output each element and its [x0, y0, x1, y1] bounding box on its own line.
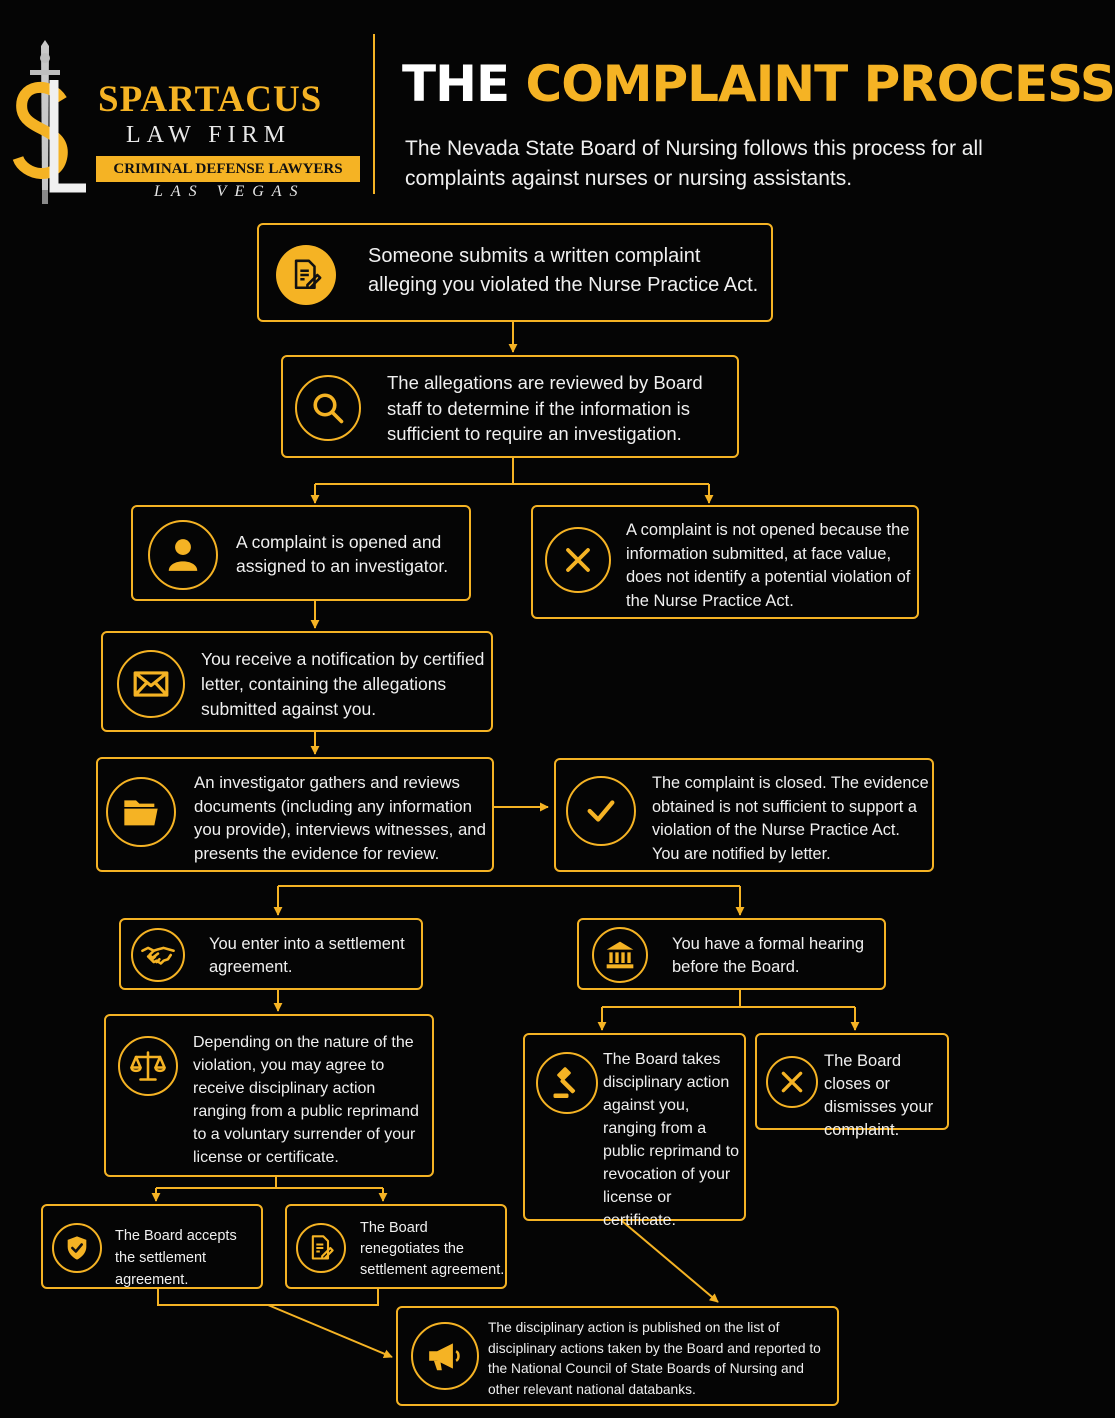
step-settlement-agreement [119, 918, 423, 990]
person-icon [148, 520, 218, 590]
step-text: A complaint is not opened because the information submitted, at face value, does not identify a potential violation of the Nurse Practice Act. [626, 521, 911, 610]
step-board-disciplinary-action [523, 1033, 746, 1229]
check-icon [566, 776, 636, 846]
step-text: The Board closes or dismisses your complaint. [824, 1052, 934, 1139]
step-complaint-not-opened [531, 505, 919, 619]
intro-text: The Nevada State Board of Nursing follows this process for all complaints against nurses or nursing assistants. [405, 137, 983, 190]
step-board-dismisses [755, 1033, 949, 1139]
step-text: Someone submits a written complaint alleging you violated the Nurse Practice Act. [368, 245, 759, 296]
x-icon [545, 527, 611, 593]
document-pen-icon [296, 1223, 346, 1273]
scales-icon [118, 1036, 178, 1096]
folder-icon [106, 777, 176, 847]
step-action-published [396, 1306, 839, 1406]
step-review-allegations [281, 355, 739, 458]
document-pen-icon [276, 245, 336, 305]
step-text: The disciplinary action is published on the list of disciplinary actions taken by the Board and reported to the National Council of State Boards of Nursing and other relevant national databanks. [488, 1320, 821, 1397]
step-text: A complaint is opened and assigned to an investigator. [236, 532, 449, 576]
step-text: The Board accepts the settlement agreement. [115, 1228, 237, 1288]
step-text: The Board renegotiates the settlement agreement. [360, 1220, 505, 1278]
step-complaint-closed [554, 758, 934, 872]
step-complaint-opened [131, 505, 471, 601]
logo-city: LAS VEGAS [154, 183, 306, 200]
connector-review-split [315, 458, 709, 484]
step-settlement-terms [104, 1014, 434, 1177]
arrow-board-action-to-published [622, 1221, 718, 1302]
connector-hearing-split [602, 990, 855, 1007]
step-text: The allegations are reviewed by Board staff to determine if the information is sufficient to require an investigation. [387, 372, 703, 444]
logo-name: SPARTACUS [98, 79, 323, 120]
step-submit-complaint [257, 223, 773, 322]
step-text: The Board takes disciplinary action against you, ranging from a public reprimand to revocation of your license or certificate. [603, 1051, 740, 1229]
magnifier-icon [295, 375, 361, 441]
megaphone-icon [411, 1322, 479, 1390]
step-text: You enter into a settlement agreement. [209, 935, 405, 976]
handshake-icon [131, 928, 185, 982]
gavel-icon [536, 1052, 598, 1114]
courthouse-icon [592, 927, 648, 983]
connector-settlement-join [158, 1289, 378, 1305]
step-text: You have a formal hearing before the Board. [672, 935, 865, 976]
step-board-accepts [41, 1204, 263, 1289]
envelope-icon [117, 650, 185, 718]
step-investigation [96, 757, 494, 872]
shield-check-icon [52, 1223, 102, 1273]
logo-tagline: CRIMINAL DEFENSE LAWYERS [113, 161, 343, 177]
logo-subtitle: LAW FIRM [126, 122, 291, 148]
step-text: An investigator gathers and reviews documents (including any information you provide), interviews witnesses, and presents the evidence for review. [194, 773, 486, 863]
x-icon [766, 1056, 818, 1108]
step-notification-letter [101, 631, 493, 732]
step-text: You receive a notification by certified letter, containing the allegations submitted against you. [201, 649, 485, 719]
connector-depending-split [156, 1177, 383, 1188]
title-part-2: COMPLAINT PROCESS [525, 55, 1115, 113]
step-formal-hearing [577, 918, 886, 990]
step-board-renegotiates [285, 1204, 507, 1289]
title-part-1: THE [402, 55, 510, 113]
step-text: The complaint is closed. The evidence obtained is not sufficient to support a violation of the Nurse Practice Act. You are notified by letter. [652, 774, 929, 863]
step-text: Depending on the nature of the violation, you may agree to receive disciplinary action ranging from a public reprimand to a voluntary surrender of your license or certificate. [193, 1034, 419, 1166]
arrow-settlement-to-published [268, 1305, 392, 1357]
